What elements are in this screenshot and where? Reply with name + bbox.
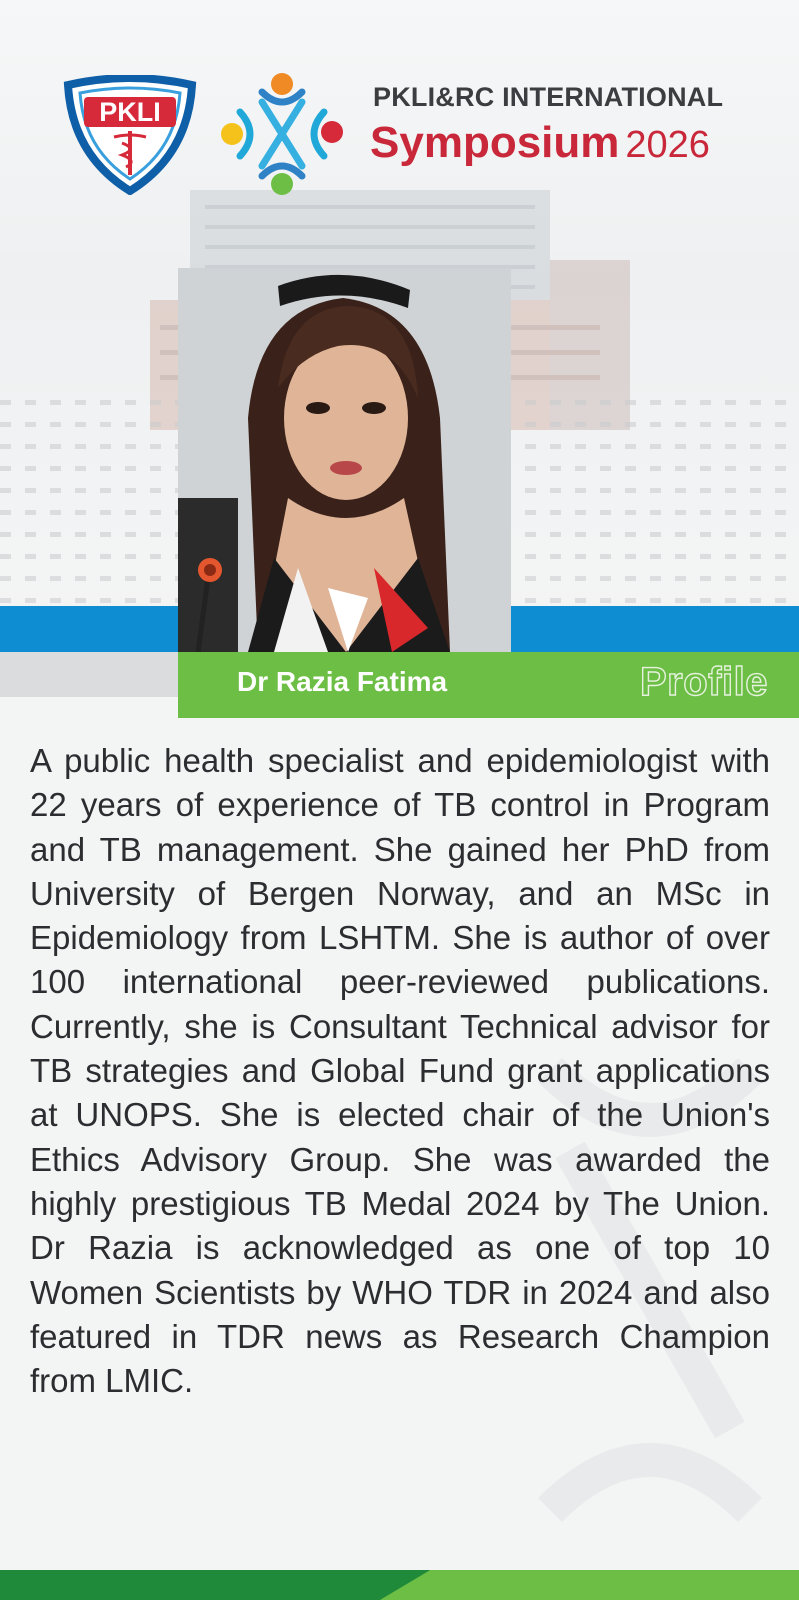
symposium-year: 2026 [625, 124, 710, 166]
footer-light-green-strip [380, 1570, 799, 1600]
symposium-title-line1: PKLI&RC INTERNATIONAL [373, 82, 724, 112]
profile-label: Profile [640, 660, 768, 704]
svg-text:PKLI: PKLI [99, 97, 161, 127]
symposium-word: Symposium [370, 118, 620, 167]
speaker-name: Dr Razia Fatima [237, 666, 448, 697]
speaker-portrait-illustration [178, 268, 511, 652]
speaker-photo [178, 268, 511, 652]
footer-dark-green-strip [0, 1570, 430, 1600]
speaker-bio: A public health specialist and epidemiologist with 22 years of experience of TB control in Program and TB management. She gained her PhD from University of Bergen Norway, and an MSc in Epidemiology from LSHTM. She is author of over 100 international peer-reviewed publications. Currently, she is Consultant Technical advisor for TB strategies and Global Fund grant applications at UNOPS. She is elected chair of the Union's Ethics Advisory Group. She was awarded the highly prestigious TB Medal 2024 by The Union. Dr Razia is acknowledged as one of top 10 Women Scientists by WHO TDR in 2024 and also featured in TDR news as Research Champion from LMIC. [30, 742, 770, 1400]
pkli-logo [60, 75, 200, 195]
symposium-logo [218, 72, 346, 196]
symposium-title [370, 118, 710, 168]
